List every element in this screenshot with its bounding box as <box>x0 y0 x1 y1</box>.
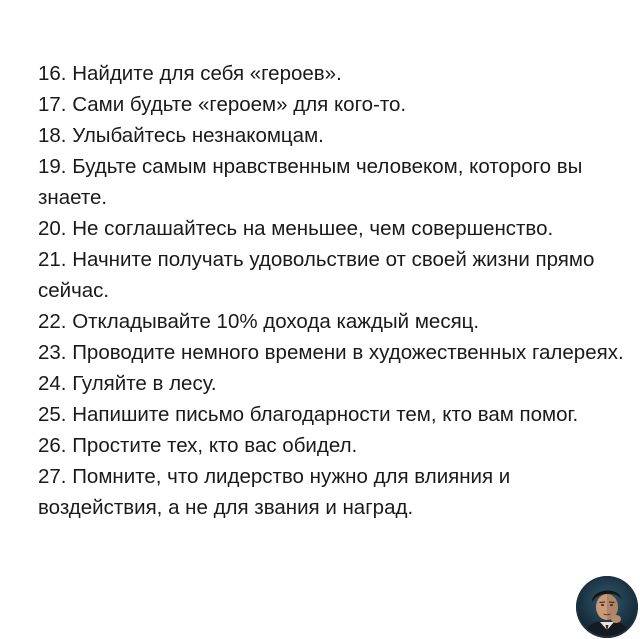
list-item-22: 22. Откладывайте 10% дохода каждый месяц. <box>38 310 480 333</box>
list-item-27: 27. Помните, что лидерство нужно для влияния и воздействия, а не для звания и наград. <box>38 465 511 519</box>
list-item-24: 24. Гуляйте в лесу. <box>38 372 217 395</box>
list-item-26: 26. Простите тех, кто вас обидел. <box>38 434 358 457</box>
list-item-18: 18. Улыбайтесь незнакомцам. <box>38 124 324 147</box>
list-item-19: 19. Будьте самым нравственным человеком, которого вы знаете. <box>38 155 583 209</box>
list-item-17: 17. Сами будьте «героем» для кого-то. <box>38 93 407 116</box>
profile-portrait-icon <box>576 576 638 638</box>
avatar <box>576 576 638 638</box>
list-item-23: 23. Проводите немного времени в художественных галереях. <box>38 341 624 364</box>
list-item-16: 16. Найдите для себя «героев». <box>38 62 342 85</box>
advice-list <box>38 58 636 523</box>
list-item-21: 21. Начните получать удовольствие от своей жизни прямо сейчас. <box>38 248 595 302</box>
list-item-20: 20. Не соглашайтесь на меньшее, чем совершенство. <box>38 217 554 240</box>
list-item-25: 25. Напишите письмо благодарности тем, кто вам помог. <box>38 403 579 426</box>
